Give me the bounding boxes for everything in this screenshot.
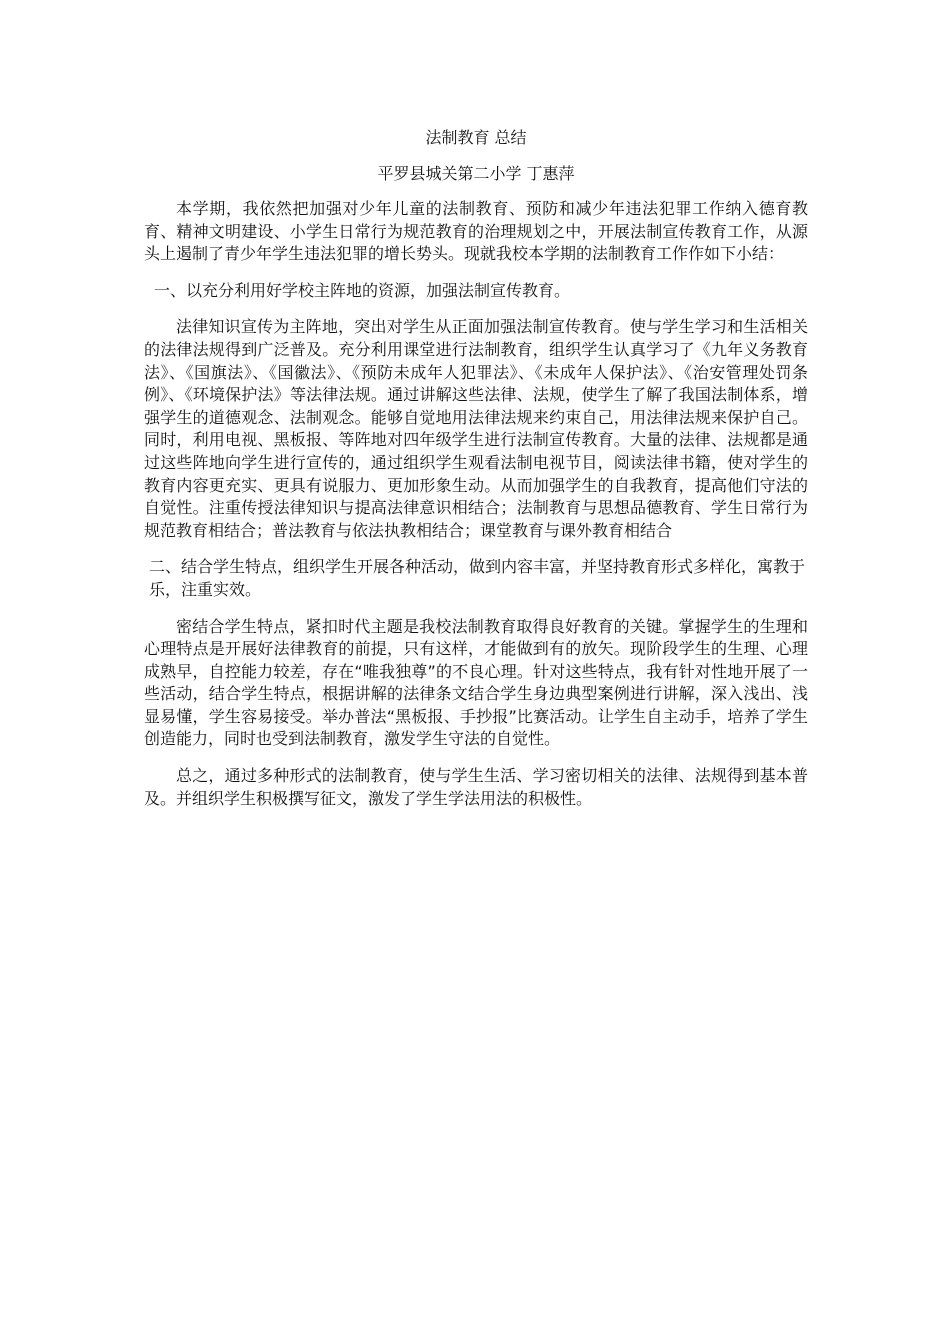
section-2-heading: 二、结合学生特点，组织学生开展各种活动，做到内容丰富，并坚持教育形式多样化，寓教于乐，注重实效。 <box>149 557 806 599</box>
section-2-body: 密结合学生特点，紧扣时代主题是我校法制教育取得良好教育的关键。掌握学生的生理和心理特点是开展好法律教育的前提，只有这样，才能做到有的放矢。现阶段学生的生理、心理成熟早，自控能力较差，存在“唯我独尊”的不良心理。针对这些特点，我有针对性地开展了一些活动，结合学生特点，根据讲解的法律条文结合学生身边典型案例进行讲解，深入浅出、浅显易懂，学生容易接受。举办普法“黑板报、手抄报”比赛活动。让学生自主动手，培养了学生创造能力，同时也受到法制教育，激发学生守法的自觉性。 <box>144 616 808 749</box>
conclusion-paragraph: 总之，通过多种形式的法制教育，使与学生生活、学习密切相关的法律、法规得到基本普及。并组织学生积极撰写征文，激发了学生学法用法的积极性。 <box>144 766 808 808</box>
document-author: 平罗县城关第二小学 丁惠萍 <box>377 164 575 183</box>
section-1-heading: 一、以充分利用好学校主阵地的资源，加强法制宣传教育。 <box>154 280 571 300</box>
section-1-body: 法律知识宣传为主阵地，突出对学生从正面加强法制宣传教育。使与学生学习和生活相关的法律法规得到广泛普及。充分利用课堂进行法制教育，组织学生认真学习了《九年义务教育法》、《国旗法》、《国徽法》、《预防未成年人犯罪法》、《未成年人保护法》、《治安管理处罚条例》、《环境保护法》等法律法规。通过讲解这些法律、法规，使学生了解了我国法制体系，增强学生的道德观念、法制观念。能够自觉地用法律法规来约束自己，用法律法规来保护自己。同时，利用电视、黑板报、等阵地对四年级学生进行法制宣传教育。大量的法律、法规都是通过这些阵地向学生进行宣传的，通过组织学生观看法制电视节目，阅读法律书籍，使对学生的教育内容更充实、更具有说服力、更加形象生动。从而加强学生的自我教育，提高他们守法的自觉性。注重传授法律知识与提高法律意识相结合；法制教育与思想品德教育、学生日常行为规范教育相结合；普法教育与依法执教相结合；课堂教育与课外教育相结合 <box>144 317 808 540</box>
intro-paragraph: 本学期，我依然把加强对少年儿童的法制教育、预防和减少年违法犯罪工作纳入德育教育、精神文明建设、小学生日常行为规范教育的治理规划之中，开展法制宣传教育工作，从源头上遏制了青少年学生违法犯罪的增长势头。现就我校本学期的法制教育工作作如下小结： <box>144 199 808 264</box>
document-title: 法制教育 总结 <box>425 128 527 147</box>
document-page <box>144 126 808 824</box>
